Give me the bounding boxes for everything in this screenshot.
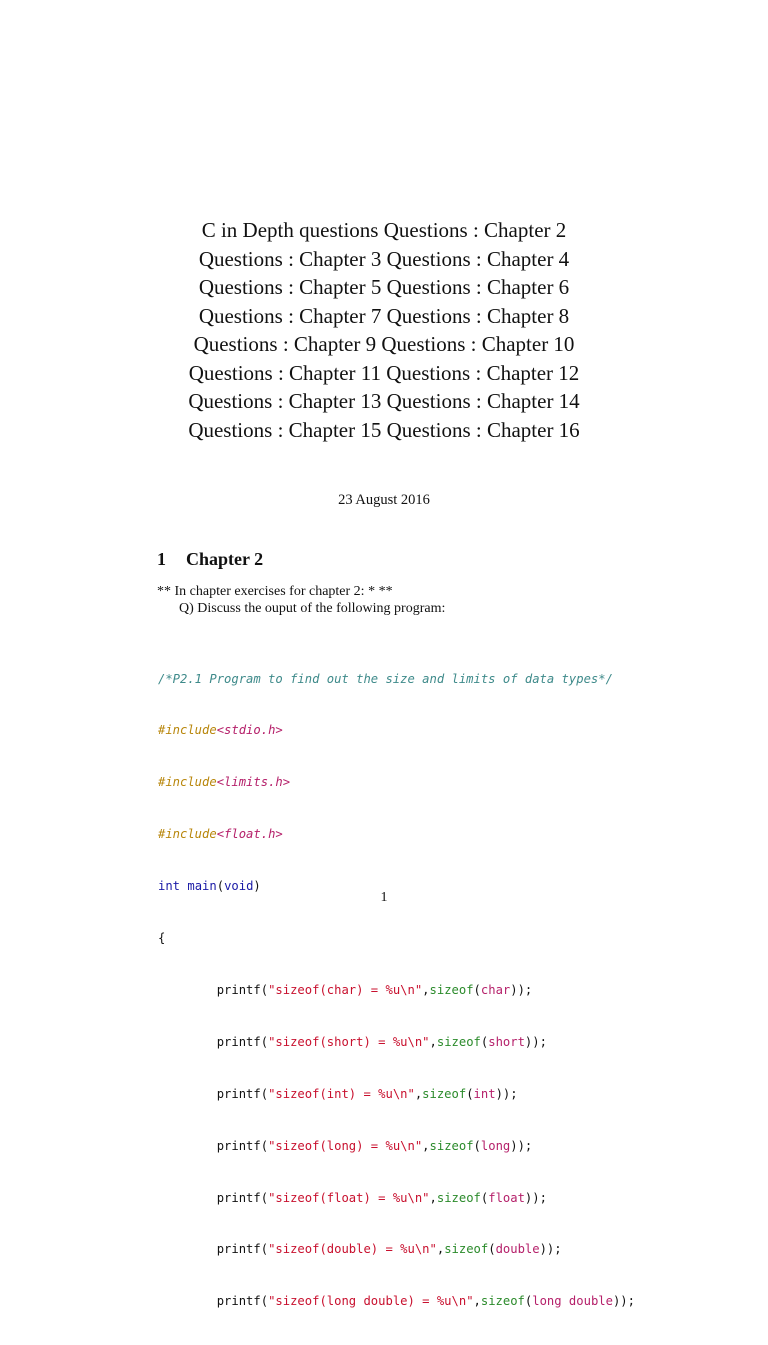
include-directive: #include (158, 827, 217, 842)
format-string: "sizeof(short) = %u\n" (268, 1034, 430, 1049)
code-comment: /*P2.1 Program to find out the size and limits of data types*/ (158, 671, 613, 686)
question-paragraph: Q) Discuss the ouput of the following program: (179, 601, 446, 616)
sizeof-type: short (488, 1034, 525, 1049)
format-string: "sizeof(long) = %u\n" (268, 1138, 423, 1153)
main-return-type: int (158, 879, 181, 894)
sizeof-type: float (488, 1190, 525, 1205)
code-line-printf: printf("sizeof(long double) = %u\n",sizeof(long double)); (216, 1294, 635, 1309)
title-line: Questions : Chapter 3 Questions : Chapter 4 (198, 246, 570, 271)
sizeof-call: sizeof (436, 1034, 481, 1049)
code-line-printf: printf("sizeof(short) = %u\n",sizeof(short)); (216, 1034, 547, 1049)
sizeof-call: sizeof (436, 1190, 481, 1205)
code-line-printf: printf("sizeof(long) = %u\n",sizeof(long)); (216, 1138, 533, 1153)
document-title (0, 216, 768, 444)
printf-call: printf (216, 1086, 261, 1101)
main-function-name: main (187, 879, 217, 894)
code-line-printf: printf("sizeof(int) = %u\n",sizeof(int)); (216, 1086, 518, 1101)
format-string: "sizeof(double) = %u\n" (268, 1242, 437, 1257)
section-heading (157, 549, 263, 570)
code-line-include (158, 826, 635, 843)
printf-call: printf (216, 1294, 261, 1309)
title-line: Questions : Chapter 7 Questions : Chapter 8 (198, 303, 570, 328)
code-line-comment (158, 671, 635, 688)
main-paren-open: ( (216, 879, 225, 894)
section-number: 1 (157, 549, 166, 569)
printf-call: printf (216, 1190, 261, 1205)
code-line-include (158, 774, 635, 791)
sizeof-type: char (480, 982, 511, 997)
code-line-printf: printf("sizeof(double) = %u\n",sizeof(double)); (216, 1242, 562, 1257)
include-header: <limits.h> (216, 775, 291, 790)
code-line-printf: printf("sizeof(char) = %u\n",sizeof(char)); (216, 982, 533, 997)
main-paren-close: ) (253, 879, 261, 894)
title-line: Questions : Chapter 11 Questions : Chapter 12 (188, 360, 580, 385)
page-number: 1 (380, 890, 388, 905)
brace-open: { (158, 931, 166, 946)
include-header: <stdio.h> (216, 723, 283, 738)
sizeof-type: double (495, 1242, 540, 1257)
title-line: Questions : Chapter 5 Questions : Chapter 6 (198, 275, 570, 299)
code-line-brace (158, 930, 635, 947)
printf-call: printf (216, 1034, 261, 1049)
main-arg: void (224, 879, 254, 894)
sizeof-call: sizeof (480, 1294, 525, 1309)
printf-call: printf (216, 1138, 261, 1153)
title-line: Questions : Chapter 13 Questions : Chapter 14 (188, 389, 580, 413)
printf-call: printf (216, 1242, 261, 1257)
title-line: Questions : Chapter 9 Questions : Chapter 10 (193, 332, 575, 356)
document-date: 23 August 2016 (338, 492, 430, 508)
format-string: "sizeof(float) = %u\n" (268, 1190, 430, 1205)
sizeof-call: sizeof (429, 982, 474, 997)
printf-call: printf (216, 982, 261, 997)
sizeof-call: sizeof (429, 1138, 474, 1153)
intro-paragraph: ** In chapter exercises for chapter 2: * ** (157, 584, 393, 599)
code-listing (158, 636, 635, 1345)
include-header: <float.h> (216, 827, 283, 842)
code-line-include (158, 722, 635, 739)
format-string: "sizeof(long double) = %u\n" (268, 1294, 474, 1309)
include-directive: #include (158, 723, 217, 738)
sizeof-type: long (480, 1138, 511, 1153)
title-line: C in Depth questions Questions : Chapter 2 (201, 218, 567, 242)
sizeof-call: sizeof (422, 1086, 467, 1101)
sizeof-type: int (473, 1086, 496, 1101)
code-line-printf: printf("sizeof(float) = %u\n",sizeof(float)); (216, 1190, 547, 1205)
format-string: "sizeof(char) = %u\n" (268, 982, 423, 997)
title-line: Questions : Chapter 15 Questions : Chapter 16 (188, 417, 580, 442)
include-directive: #include (158, 775, 217, 790)
section-title: Chapter 2 (186, 549, 264, 569)
sizeof-call: sizeof (444, 1242, 489, 1257)
sizeof-type: long double (532, 1294, 613, 1309)
format-string: "sizeof(int) = %u\n" (268, 1086, 415, 1101)
